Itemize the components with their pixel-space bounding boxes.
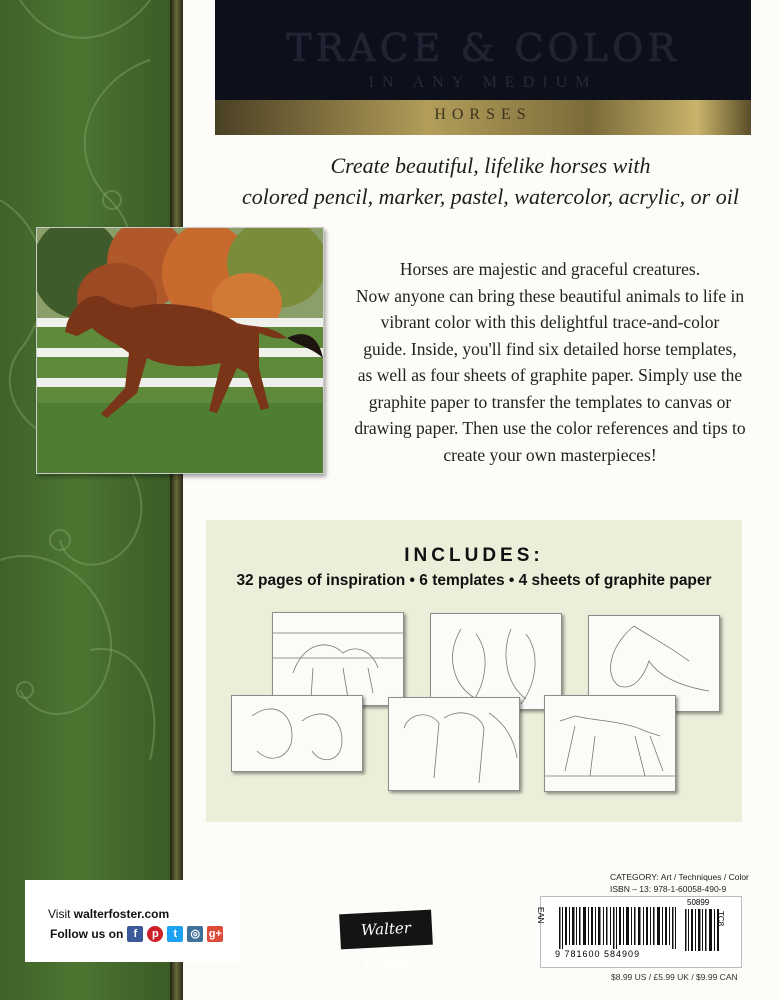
template-sheet	[388, 697, 520, 791]
description-line: guide. Inside, you'll find six detailed horse templates,	[363, 338, 737, 359]
barcode-digits: 9 781600 584909	[555, 949, 641, 959]
template-sheet	[544, 695, 676, 792]
instagram-icon[interactable]: ◎	[187, 926, 203, 942]
cover-title: TRACE & COLOR	[286, 26, 680, 70]
tagline-line-1: Create beautiful, lifelike horses with	[330, 153, 651, 178]
product-code: TC8	[716, 911, 725, 927]
description-line: create your own masterpieces!	[443, 444, 657, 465]
description-line: Horses are majestic and graceful creatures.	[399, 259, 701, 279]
flourish-ornament	[0, 0, 170, 1000]
barcode	[536, 896, 742, 968]
twitter-icon[interactable]: t	[167, 926, 183, 942]
barcode-addon: 50899	[687, 898, 710, 907]
facebook-icon[interactable]: f	[127, 926, 143, 942]
googleplus-icon[interactable]: g+	[208, 928, 222, 940]
description-line: graphite paper to transfer the templates to canvas or	[368, 391, 732, 412]
description-line: as well as four sheets of graphite paper. Simply use the	[357, 365, 743, 385]
template-sheet	[430, 613, 562, 710]
template-sheet	[272, 612, 404, 706]
visit-prefix: Visit	[48, 907, 74, 921]
includes-line: 32 pages of inspiration • 6 templates • 4 sheets of graphite paper	[236, 572, 712, 589]
visit-text	[48, 907, 169, 921]
addon-bars	[685, 909, 719, 951]
follow-label: Follow us on	[50, 927, 124, 941]
publisher-logo: Walter Foster	[339, 910, 433, 950]
spine-edge	[170, 0, 183, 1000]
description-line: drawing paper. Then use the color references and tips to	[354, 418, 746, 438]
category-text: CATEGORY: Art / Techniques / Color	[610, 872, 749, 882]
series-label: HORSES	[434, 106, 532, 123]
website-link[interactable]: walterfoster.com	[73, 907, 170, 921]
barcode-bars	[559, 907, 679, 949]
horse-painting-art	[37, 228, 323, 473]
description-line: vibrant color with this delightful trace-and-color	[380, 312, 720, 332]
horse-painting	[36, 227, 324, 474]
isbn-text: ISBN – 13: 978-1-60058-490-9	[610, 884, 727, 894]
includes-box	[206, 520, 742, 822]
includes-title: INCLUDES:	[404, 545, 544, 566]
description	[330, 256, 770, 468]
tagline-line-2: colored pencil, marker, pastel, watercolor, acrylic, or oil	[242, 184, 739, 209]
pinterest-icon[interactable]: p	[147, 926, 163, 942]
spine-panel	[0, 0, 170, 1000]
follow-row	[50, 926, 223, 942]
description-line: Now anyone can bring these beautiful animals to life in	[355, 285, 745, 306]
template-sheet	[231, 695, 363, 772]
tagline	[200, 150, 781, 212]
title-band	[215, 0, 751, 135]
ean-label: EAN	[536, 907, 545, 924]
footer-panel	[25, 880, 240, 962]
price-text: $8.99 US / £5.99 UK / $9.99 CAN	[611, 972, 738, 982]
cover-subtitle: IN ANY MEDIUM	[368, 74, 598, 91]
